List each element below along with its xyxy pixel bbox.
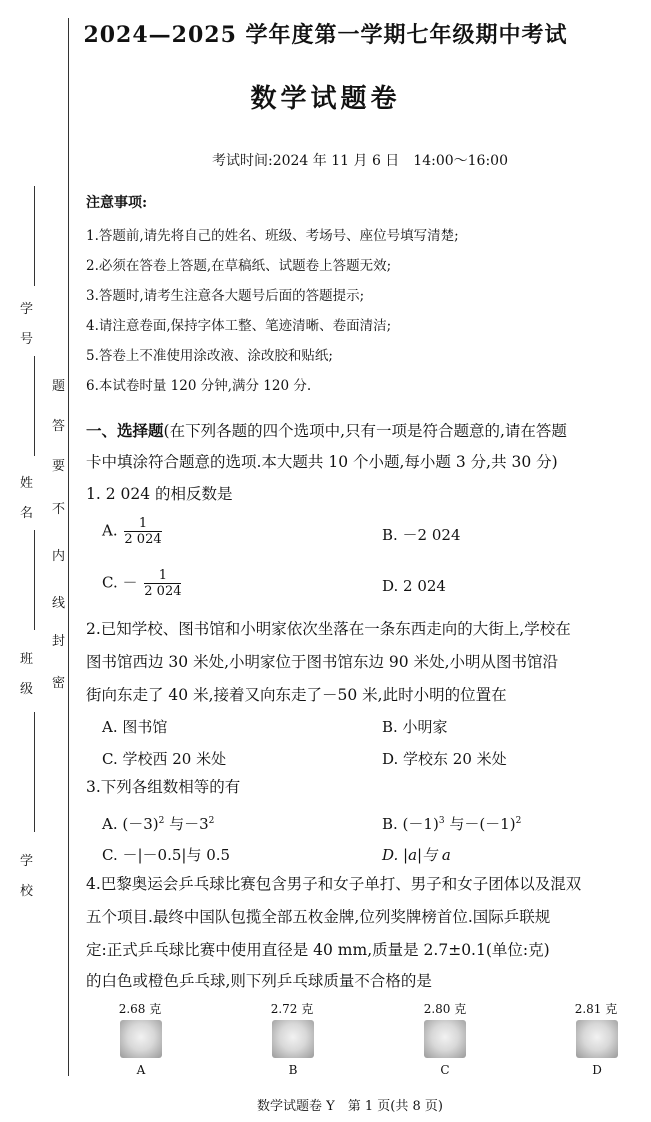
exponent: 3	[438, 816, 445, 826]
ball-option-c[interactable]: C	[440, 1063, 450, 1077]
seal-char: 封	[52, 634, 66, 649]
notice-item: 5.答卷上不准使用涂改液、涂改胶和贴纸;	[86, 348, 333, 364]
margin-label-xuehao-2: 号	[20, 332, 34, 347]
ping-pong-ball-icon	[120, 1020, 162, 1058]
ball-option-a[interactable]: A	[136, 1063, 146, 1077]
q4-line: 4.巴黎奥运会乒乓球比赛包含男子和女子单打、男子和女子团体以及混双	[86, 875, 582, 893]
seal-char: 答	[52, 419, 66, 434]
ping-pong-ball-icon	[424, 1020, 466, 1058]
section-heading: 一、选择题	[86, 421, 164, 440]
q3-stem: 3.下列各组数相等的有	[86, 778, 241, 796]
q1-option-a[interactable]	[102, 516, 162, 547]
school-blank[interactable]	[34, 712, 35, 832]
margin-label-xuehao-1: 学	[20, 302, 34, 317]
ball-option-b[interactable]: B	[288, 1063, 298, 1077]
denominator: 2 024	[144, 584, 182, 599]
ball-option-d[interactable]: D	[592, 1063, 602, 1077]
notice-item: 1.答题前,请先将自己的姓名、班级、考场号、座位号填写清楚;	[86, 228, 459, 244]
margin-label-name-1: 姓	[20, 476, 34, 491]
student-id-blank[interactable]	[34, 186, 35, 286]
margin-label-class-2: 级	[20, 682, 34, 697]
ball-weight-c: 2.80 克	[423, 1002, 467, 1016]
ping-pong-ball-icon	[576, 1020, 618, 1058]
q1-option-b[interactable]: B. －2 024	[382, 526, 461, 544]
numerator: 1	[144, 568, 181, 584]
q2-line: 图书馆西边 30 米处,小明家位于图书馆东边 90 米处,小明从图书馆沿	[86, 653, 559, 671]
q1-stem: 1. 2 024 的相反数是	[86, 485, 233, 503]
section-desc-2: 卡中填涂符合题意的选项.本大题共 10 个小题,每小题 3 分,共 30 分)	[86, 453, 558, 471]
exponent: 2	[208, 816, 215, 826]
exponent: 2	[515, 816, 522, 826]
fraction	[144, 568, 181, 599]
seal-char: 线	[52, 596, 66, 611]
text: 与－3	[164, 815, 209, 833]
text: B. (－1)	[382, 815, 439, 833]
q3-option-c[interactable]: C. －|－0.5|与 0.5	[102, 846, 231, 864]
seal-char: 不	[52, 502, 66, 517]
q4-line: 五个项目.最终中国队包揽全部五枚金牌,位列奖牌榜首位.国际乒联规	[86, 908, 551, 926]
notice-heading: 注意事项:	[86, 195, 148, 211]
exam-time: 考试时间:2024 年 11 月 6 日 14:00～16:00	[211, 153, 508, 169]
q1-option-c[interactable]	[102, 568, 181, 599]
seal-char: 内	[52, 549, 66, 564]
section-desc-1: (在下列各题的四个选项中,只有一项是符合题意的,请在答题	[163, 422, 567, 440]
ping-pong-ball-icon	[272, 1020, 314, 1058]
q4-line: 定:正式乒乓球比赛中使用直径是 40 mm,质量是 2.7±0.1(单位:克)	[86, 941, 550, 959]
name-blank[interactable]	[34, 356, 35, 456]
q4-line: 的白色或橙色乒乓球,则下列乒乓球质量不合格的是	[86, 972, 432, 990]
margin-label-school-1: 学	[20, 854, 34, 869]
notice-item: 2.必须在答卷上答题,在草稿纸、试题卷上答题无效;	[86, 258, 392, 274]
seal-char: 题	[52, 379, 66, 394]
exam-title: 2024—2025 学年度第一学期七年级期中考试	[83, 22, 568, 48]
option-letter: A.	[102, 521, 118, 540]
fraction	[124, 516, 161, 547]
ball-weight-b: 2.72 克	[270, 1002, 314, 1016]
ball-weight-d: 2.81 克	[574, 1002, 618, 1016]
text: 与－(－1)	[444, 815, 516, 833]
margin-label-school-2: 校	[20, 884, 34, 899]
seal-char: 要	[52, 459, 66, 474]
denominator: 2 024	[124, 532, 162, 547]
exponent: 2	[158, 816, 165, 826]
paper-title: 数学试题卷	[250, 84, 401, 114]
q1-option-d[interactable]: D. 2 024	[382, 577, 446, 595]
q2-line: 2.已知学校、图书馆和小明家依次坐落在一条东西走向的大街上,学校在	[86, 620, 571, 638]
q3-option-a[interactable]	[102, 813, 214, 834]
notice-item: 3.答题时,请考生注意各大题号后面的答题提示;	[86, 288, 365, 304]
class-blank[interactable]	[34, 530, 35, 630]
q2-option-b[interactable]: B. 小明家	[382, 718, 448, 736]
q2-option-c[interactable]: C. 学校西 20 米处	[102, 750, 227, 768]
margin-label-name-2: 名	[20, 506, 34, 521]
page-footer: 数学试题卷 Y 第 1 页(共 8 页)	[257, 1099, 443, 1114]
binding-line	[68, 18, 69, 1076]
notice-item: 6.本试卷时量 120 分钟,满分 120 分.	[86, 378, 312, 394]
q3-option-b[interactable]	[382, 813, 521, 834]
margin-label-class-1: 班	[20, 652, 34, 667]
option-letter: C. －	[102, 573, 138, 592]
ball-weight-a: 2.68 克	[118, 1002, 162, 1016]
q2-option-d[interactable]: D. 学校东 20 米处	[382, 750, 507, 768]
q2-line: 街向东走了 40 米,接着又向东走了－50 米,此时小明的位置在	[86, 686, 507, 704]
section-intro	[86, 414, 641, 448]
text: A. (－3)	[102, 815, 159, 833]
q3-option-d[interactable]: D. |a|与 a	[382, 846, 451, 864]
notice-item: 4.请注意卷面,保持字体工整、笔迹清晰、卷面清洁;	[86, 318, 392, 334]
q2-option-a[interactable]: A. 图书馆	[102, 718, 168, 736]
seal-char: 密	[52, 676, 66, 691]
numerator: 1	[124, 516, 161, 532]
